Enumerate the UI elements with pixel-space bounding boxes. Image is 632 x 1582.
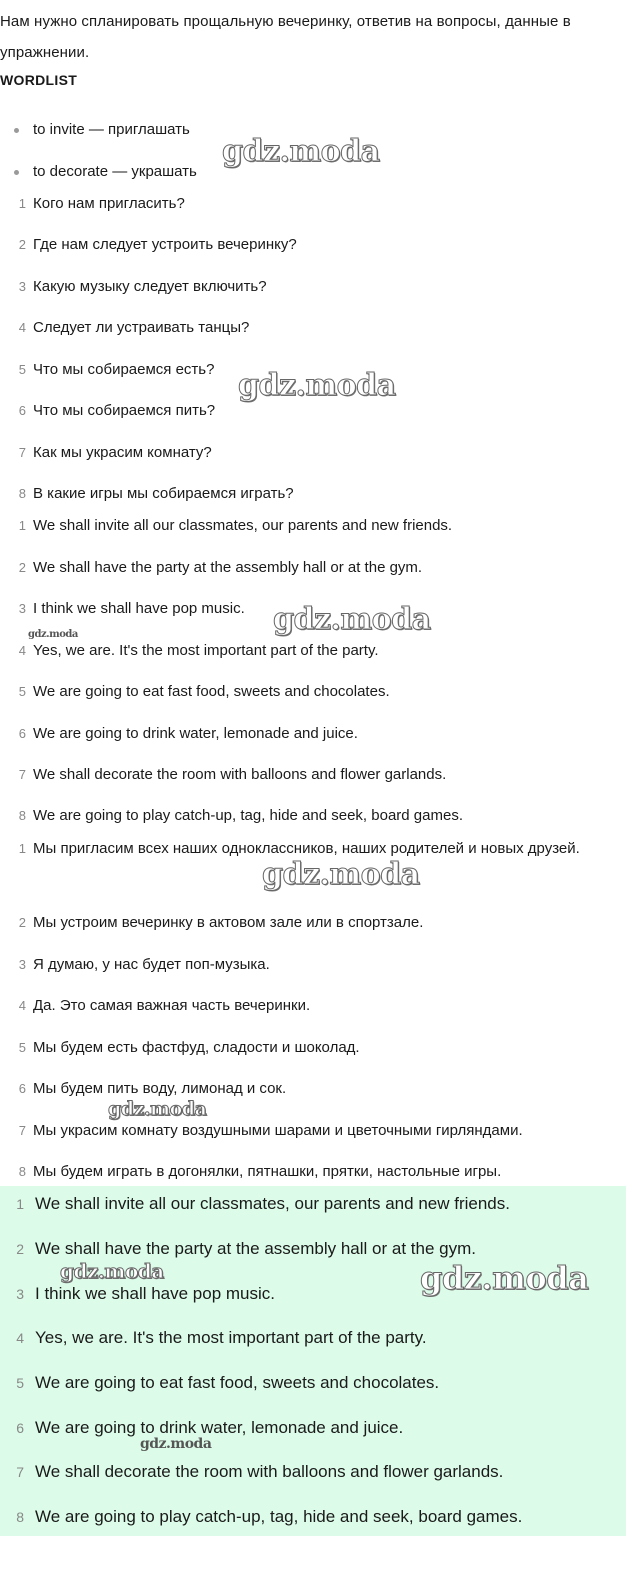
- item-number: 2: [18, 237, 26, 252]
- intro-text: Нам нужно спланировать прощальную вечеринку, ответив на вопросы, данные в упражнении.: [0, 13, 571, 61]
- item-number: 6: [18, 726, 26, 741]
- item-text: We are going to play catch-up, tag, hide and seek, board games.: [33, 807, 463, 824]
- item-number: 7: [18, 1123, 26, 1138]
- item-text: Мы украсим комнату воздушными шарами и цветочными гирляндами.: [33, 1122, 523, 1139]
- item-number: 1: [18, 518, 26, 533]
- item-text: We are going to eat fast food, sweets and chocolates.: [35, 1373, 440, 1392]
- item-text: We are going to drink water, lemonade and juice.: [35, 1418, 404, 1437]
- item-text: We shall have the party at the assembly hall or at the gym.: [33, 559, 423, 576]
- item-number: 2: [18, 560, 26, 575]
- item-text: Где нам следует устроить вечеринку?: [33, 236, 297, 253]
- item-text: Какую музыку следует включить?: [33, 278, 267, 295]
- item-number: 8: [18, 808, 26, 823]
- item-number: 3: [18, 279, 26, 294]
- item-number: 1: [16, 1196, 24, 1212]
- watermark: gdz.moda: [420, 1259, 589, 1297]
- watermark: gdz.moda: [262, 857, 420, 892]
- item-number: 5: [18, 684, 26, 699]
- item-text: Да. Это самая важная часть вечеринки.: [33, 997, 311, 1014]
- item-number: 7: [18, 767, 26, 782]
- item-text: We shall invite all our classmates, our parents and new friends.: [35, 1194, 510, 1213]
- item-text: Мы будем есть фастфуд, сладости и шоколад.: [33, 1039, 360, 1056]
- item-number: 5: [18, 1040, 26, 1055]
- item-number: 8: [18, 486, 26, 501]
- item-number: 7: [18, 445, 26, 460]
- bullet-icon: [14, 128, 19, 133]
- item-number: 1: [18, 841, 26, 856]
- item-text: We shall invite all our classmates, our parents and new friends.: [33, 517, 453, 534]
- item-text: Я думаю, у нас будет поп-музыка.: [33, 956, 270, 973]
- item-number: 4: [18, 320, 26, 335]
- wordlist-title: WORDLIST: [0, 72, 78, 88]
- item-text: Мы устроим вечеринку в актовом зале или в спортзале.: [33, 914, 424, 931]
- item-text: Что мы собираемся пить?: [33, 402, 216, 419]
- item-text: Мы пригласим всех наших одноклассников, наших родителей и новых друзей.: [33, 840, 580, 857]
- item-text: Yes, we are. It's the most important part of the party.: [33, 642, 379, 659]
- item-number: 2: [16, 1241, 24, 1257]
- wordlist-item-text: to decorate — украшать: [33, 163, 197, 180]
- item-number: 7: [16, 1464, 24, 1480]
- item-text: We shall decorate the room with balloons and flower garlands.: [35, 1462, 504, 1481]
- item-text: We are going to play catch-up, tag, hide and seek, board games.: [35, 1507, 523, 1526]
- item-text: I think we shall have pop music.: [33, 600, 245, 617]
- item-number: 8: [18, 1164, 26, 1179]
- item-number: 5: [18, 362, 26, 377]
- item-number: 6: [16, 1420, 24, 1436]
- item-text: We shall decorate the room with balloons and flower garlands.: [33, 766, 447, 783]
- item-text: В какие игры мы собираемся играть?: [33, 485, 294, 502]
- item-text: Следует ли устраивать танцы?: [33, 319, 250, 336]
- watermark: gdz.moda: [222, 134, 380, 169]
- watermark: gdz.moda: [108, 1098, 207, 1120]
- watermark: gdz.moda: [140, 1436, 212, 1452]
- item-text: I think we shall have pop music.: [35, 1284, 276, 1303]
- item-number: 3: [18, 957, 26, 972]
- item-text: Мы будем играть в догонялки, пятнашки, прятки, настольные игры.: [33, 1163, 502, 1180]
- bullet-icon: [14, 170, 19, 175]
- item-number: 4: [18, 998, 26, 1013]
- item-text: We are going to drink water, lemonade and juice.: [33, 725, 358, 742]
- item-number: 1: [18, 196, 26, 211]
- item-text: Как мы украсим комнату?: [33, 444, 212, 461]
- item-text: Мы будем пить воду, лимонад и сок.: [33, 1080, 287, 1097]
- item-number: 4: [18, 643, 26, 658]
- item-text: We shall have the party at the assembly hall or at the gym.: [35, 1239, 476, 1258]
- watermark: gdz.moda: [238, 368, 396, 403]
- item-text: Что мы собираемся есть?: [33, 361, 215, 378]
- item-number: 4: [16, 1330, 24, 1346]
- wordlist-item-text: to invite — приглашать: [33, 121, 190, 138]
- watermark: gdz.moda: [273, 602, 431, 637]
- item-number: 3: [16, 1286, 24, 1302]
- item-text: Yes, we are. It's the most important part of the party.: [35, 1328, 427, 1347]
- item-number: 5: [16, 1375, 24, 1391]
- item-number: 6: [18, 1081, 26, 1096]
- item-number: 8: [16, 1509, 24, 1525]
- watermark: gdz.moda: [60, 1259, 164, 1283]
- item-number: 6: [18, 403, 26, 418]
- item-number: 3: [18, 601, 26, 616]
- item-text: Кого нам пригласить?: [33, 195, 185, 212]
- item-number: 2: [18, 915, 26, 930]
- watermark: gdz.moda: [28, 629, 78, 640]
- item-text: We are going to eat fast food, sweets and chocolates.: [33, 683, 390, 700]
